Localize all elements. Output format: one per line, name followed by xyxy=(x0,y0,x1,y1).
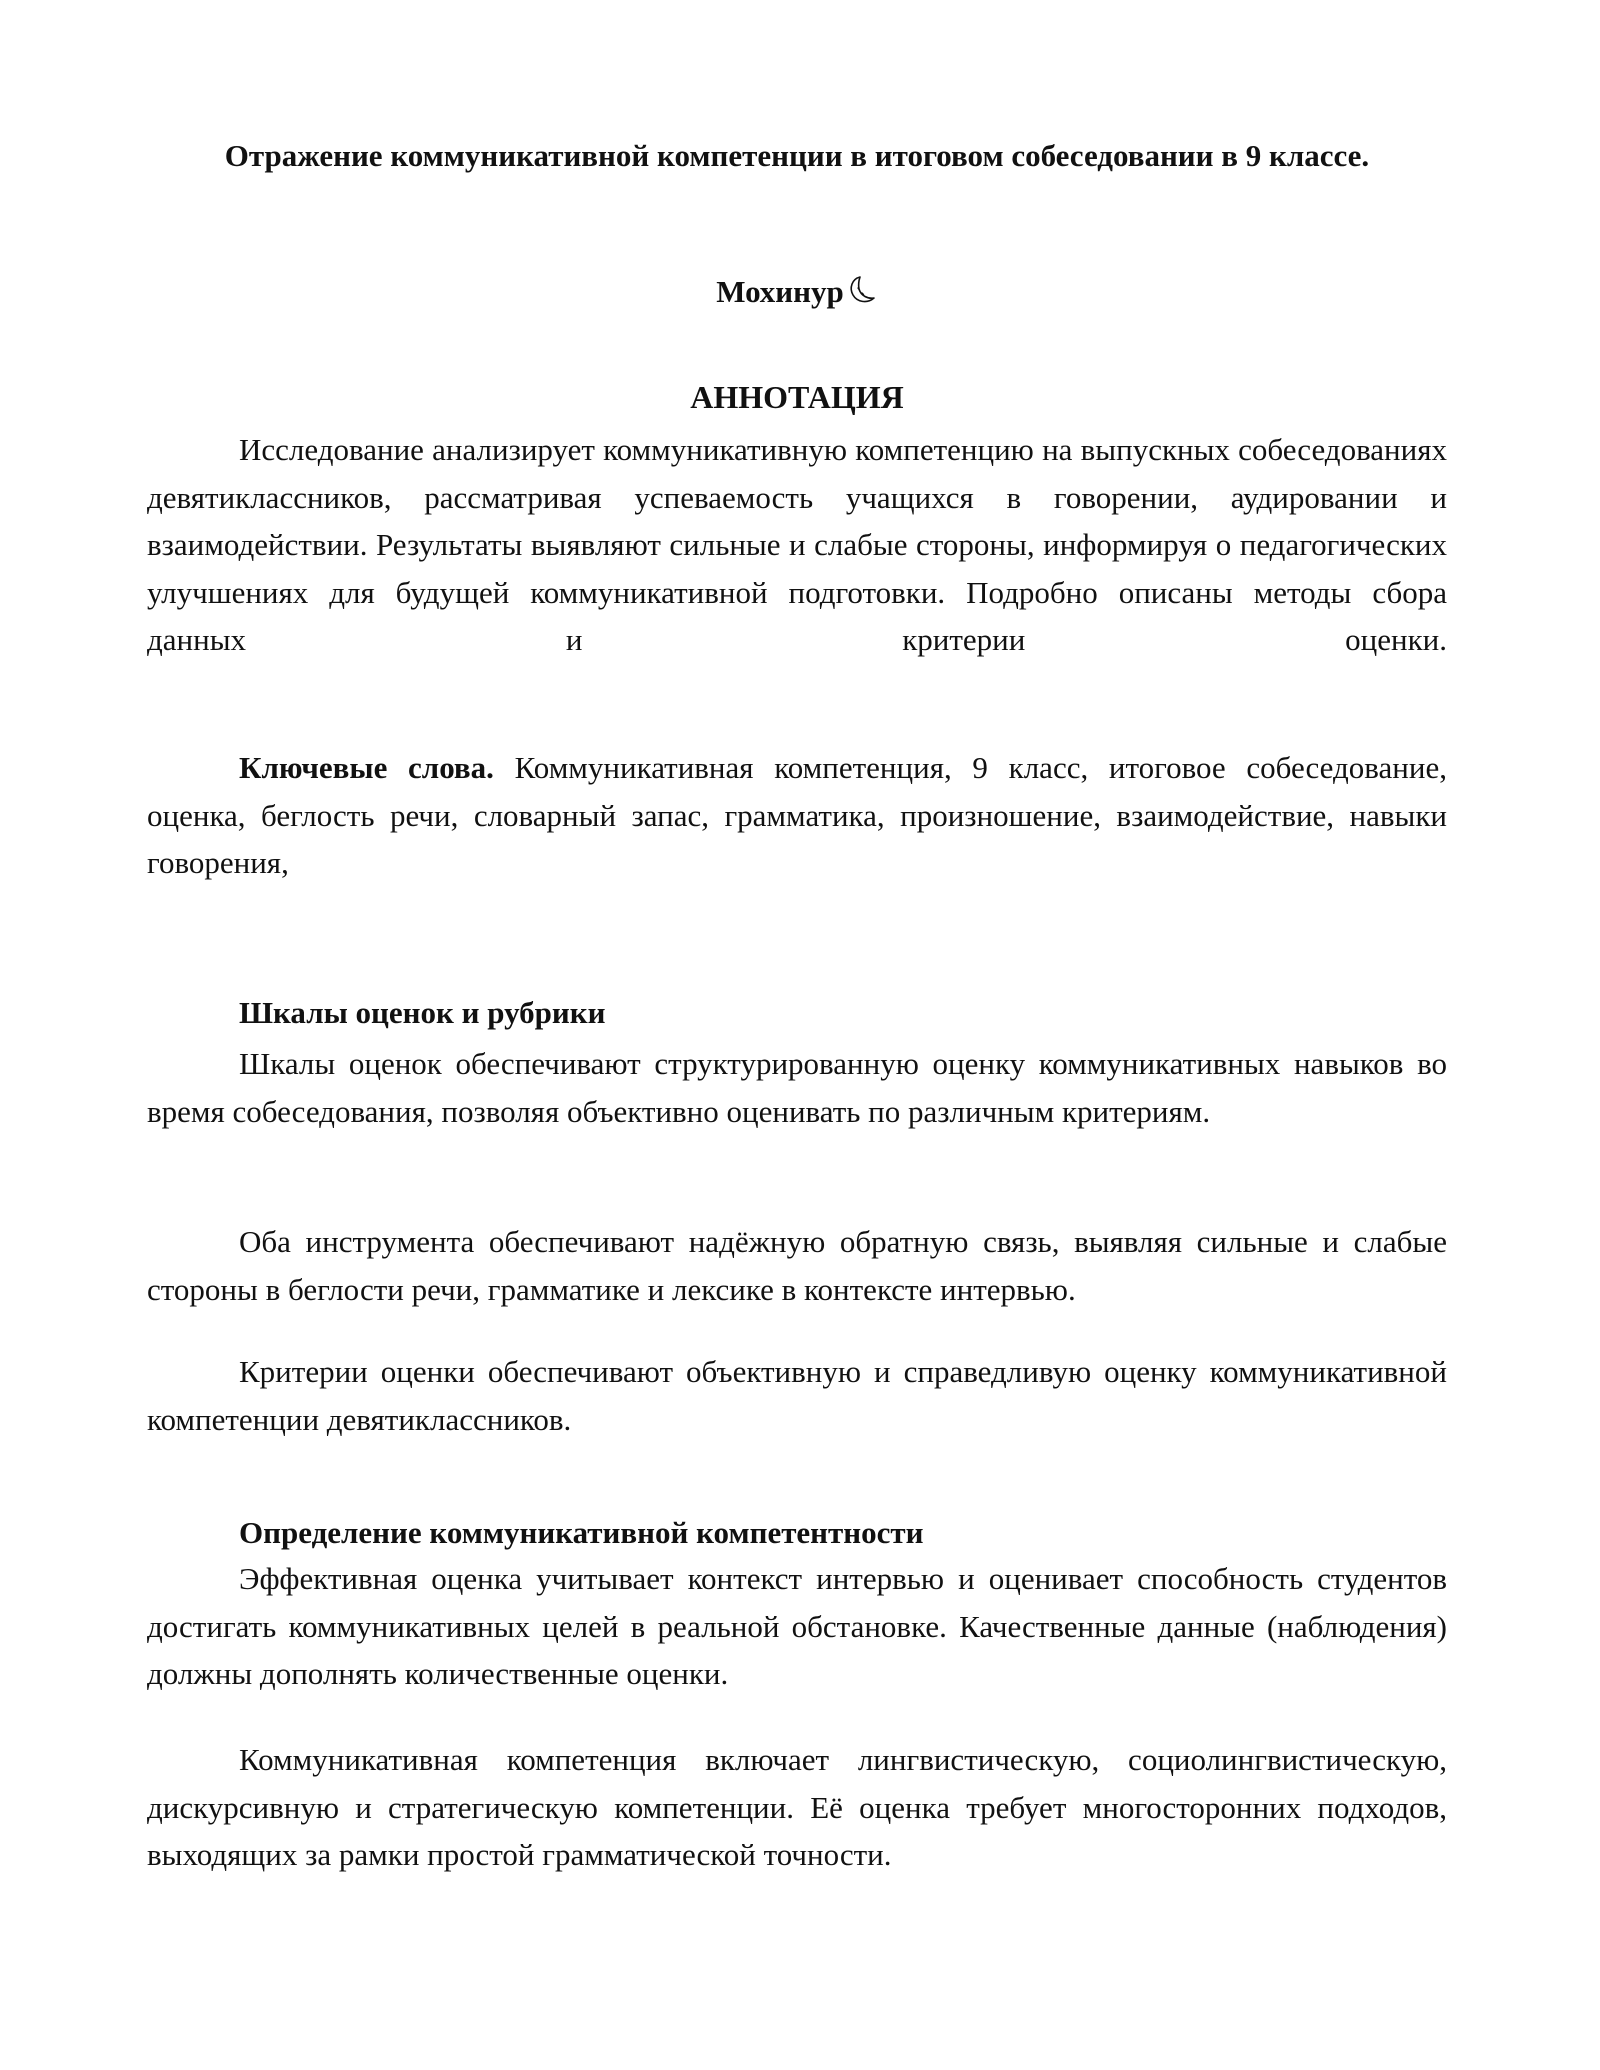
annotation-heading: АННОТАЦИЯ xyxy=(690,379,904,415)
keywords-paragraph xyxy=(147,744,1447,887)
document-title: Отражение коммуникативной компетенции в итоговом собеседовании в 9 классе. xyxy=(224,138,1370,173)
section1-paragraph-1: Шкалы оценок обеспечивают структурированную оценку коммуникативных навыков во время собеседования, позволяя объективно оценивать по различным критериям. xyxy=(147,1046,1447,1129)
section1-paragraph-2: Оба инструмента обеспечивают надёжную обратную связь, выявляя сильные и слабые стороны в беглости речи, грамматике и лексике в контексте интервью. xyxy=(147,1224,1447,1307)
annotation-text: Исследование анализирует коммуникативную компетенцию на выпускных собеседованиях девятиклассников, рассматривая успеваемость учащихся в говорении, аудировании и взаимодействии. Результаты выявляют сильные и слабые стороны, информируя о педагогических улучшениях для будущей коммуникативной подготовки. Подробно описаны методы сбора данных и критерии оценки. xyxy=(147,432,1447,657)
author-name: Мохинур xyxy=(716,274,844,309)
author-line xyxy=(147,272,1447,316)
section2-paragraph-2: Коммуникативная компетенция включает лингвистическую, социолингвистическую, дискурсивную и стратегическую компетенции. Её оценка требует многосторонних подходов, выходящих за рамки простой грамматической точности. xyxy=(147,1742,1447,1872)
keywords-text: Коммуникативная компетенция, 9 класс, итоговое собеседование, оценка, беглость речи, словарный запас, грамматика, произношение, взаимодействие, навыки говорения, xyxy=(147,750,1447,880)
document-page xyxy=(147,0,1447,2070)
section-heading-definition: Определение коммуникативной компетентности xyxy=(239,1515,924,1550)
crescent-moon-icon xyxy=(846,274,878,316)
section1-paragraph-3: Критерии оценки обеспечивают объективную и справедливую оценку коммуникативной компетенции девятиклассников. xyxy=(147,1354,1447,1437)
section-heading-scales: Шкалы оценок и рубрики xyxy=(239,995,606,1030)
keywords-label: Ключевые слова. xyxy=(239,750,494,785)
section2-paragraph-1: Эффективная оценка учитывает контекст интервью и оценивает способность студентов достигать коммуникативных целей в реальной обстановке. Качественные данные (наблюдения) должны дополнять количественные оценки. xyxy=(147,1561,1447,1691)
